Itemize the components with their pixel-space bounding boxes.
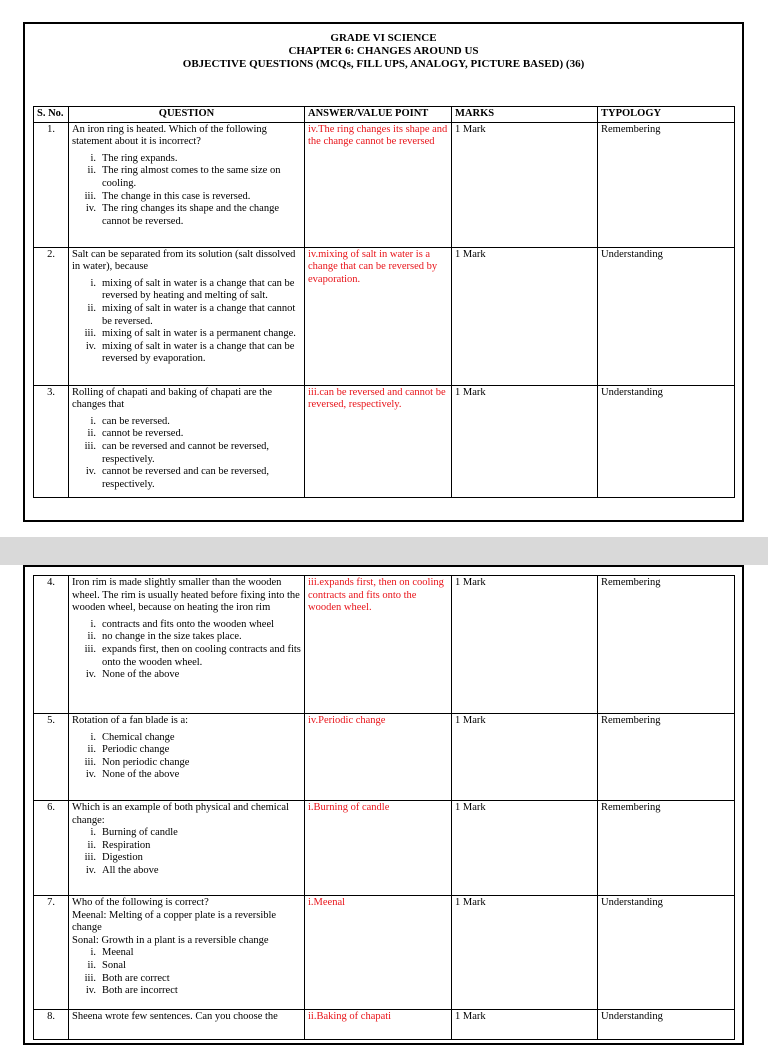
option-number: i. — [90, 152, 96, 164]
marks-cell: 1 Mark — [452, 896, 598, 1010]
table-row — [34, 385, 735, 497]
row-sno: 6. — [34, 801, 69, 896]
answer-cell: iii.can be reversed and cannot be reversed, respectively. — [305, 385, 452, 497]
answer-cell: ii.Baking of chapati — [305, 1010, 452, 1040]
option-number: ii. — [87, 302, 96, 314]
questions-table — [33, 106, 735, 498]
option-item — [72, 669, 301, 682]
row-sno: 7. — [34, 896, 69, 1010]
option-item — [72, 947, 301, 960]
row-sno: 3. — [34, 385, 69, 497]
option-text: Periodic change — [102, 744, 170, 756]
question-cell — [69, 801, 305, 896]
option-number: ii. — [87, 631, 96, 643]
typology-cell: Remembering — [598, 714, 735, 801]
options-list — [72, 153, 301, 229]
option-text: Both are correct — [102, 972, 170, 984]
page-separator — [0, 537, 768, 565]
question-text: Rotation of a fan blade is a: — [72, 715, 189, 726]
question-text: Salt can be separated from its solution (salt dissolved in water), because — [72, 248, 296, 273]
typology-cell: Remembering — [598, 801, 735, 896]
marks-cell: 1 Mark — [452, 801, 598, 896]
option-text: None of the above — [102, 769, 180, 781]
option-item — [72, 757, 301, 770]
marks-cell: 1 Mark — [452, 576, 598, 714]
table-row — [34, 576, 735, 714]
option-number: ii. — [87, 839, 96, 851]
option-item — [72, 865, 301, 878]
table-row — [34, 247, 735, 385]
table-row — [34, 714, 735, 801]
option-item — [72, 153, 301, 166]
row-sno: 2. — [34, 247, 69, 385]
question-cell — [69, 1010, 305, 1040]
option-item — [72, 644, 301, 669]
option-text: mixing of salt in water is a permanent change. — [102, 328, 296, 340]
option-item — [72, 416, 301, 429]
answer-cell: i.Burning of candle — [305, 801, 452, 896]
statement-sonal: Sonal: Growth in a plant is a reversible change — [72, 934, 269, 946]
option-number: iii. — [84, 328, 96, 340]
option-number: i. — [90, 415, 96, 427]
page-1 — [23, 22, 744, 522]
option-item — [72, 769, 301, 782]
option-text: None of the above — [102, 669, 180, 681]
option-number: iv. — [85, 985, 96, 997]
option-number: ii. — [87, 744, 96, 756]
option-item — [72, 203, 301, 228]
option-number: ii. — [87, 959, 96, 971]
option-item — [72, 732, 301, 745]
option-text: mixing of salt in water is a change that cannot be reversed. — [102, 302, 296, 327]
questions-table-continued — [33, 575, 735, 1040]
option-text: can be reversed. — [102, 415, 170, 427]
option-number: i. — [90, 947, 96, 959]
typology-cell: Understanding — [598, 1010, 735, 1040]
document-header — [25, 32, 742, 71]
chapter-title: CHAPTER 6: CHANGES AROUND US — [288, 45, 479, 57]
col-header-marks: MARKS — [452, 107, 598, 123]
option-item — [72, 466, 301, 491]
option-text: Non periodic change — [102, 756, 190, 768]
statement-meenal: Meenal: Melting of a copper plate is a reversible change — [72, 909, 277, 934]
question-cell — [69, 122, 305, 247]
option-item — [72, 619, 301, 632]
option-text: mixing of salt in water is a change that can be reversed by heating and melting of salt. — [102, 277, 295, 302]
option-text: cannot be reversed and can be reversed, respectively. — [102, 466, 270, 490]
option-text: contracts and fits onto the wooden wheel — [102, 618, 275, 630]
option-text: no change in the size takes place. — [102, 631, 242, 643]
option-number: iii. — [84, 852, 96, 864]
option-text: All the above — [102, 864, 159, 876]
option-number: ii. — [87, 428, 96, 440]
question-text: An iron ring is heated. Which of the following statement about it is incorrect? — [72, 123, 267, 148]
col-header-typology: TYPOLOGY — [598, 107, 735, 123]
option-number: iv. — [85, 769, 96, 781]
table-header-row — [34, 107, 735, 123]
question-cell — [69, 576, 305, 714]
option-item — [72, 827, 301, 840]
marks-cell: 1 Mark — [452, 247, 598, 385]
option-text: The change in this case is reversed. — [102, 190, 251, 202]
option-text: Chemical change — [102, 731, 175, 743]
answer-cell: iv.The ring changes its shape and the change cannot be reversed — [305, 122, 452, 247]
option-text: expands first, then on cooling contracts and fits onto the wooden wheel. — [102, 643, 301, 668]
marks-cell: 1 Mark — [452, 122, 598, 247]
row-sno: 4. — [34, 576, 69, 714]
col-header-answer: ANSWER/VALUE POINT — [305, 107, 452, 123]
option-number: i. — [90, 618, 96, 630]
marks-cell: 1 Mark — [452, 714, 598, 801]
option-item — [72, 973, 301, 986]
answer-cell: iv.mixing of salt in water is a change that can be reversed by evaporation. — [305, 247, 452, 385]
typology-cell: Understanding — [598, 247, 735, 385]
row-sno: 8. — [34, 1010, 69, 1040]
table-row — [34, 896, 735, 1010]
question-text: Sheena wrote few sentences. Can you choose the — [72, 1011, 278, 1022]
option-item — [72, 960, 301, 973]
typology-cell: Understanding — [598, 385, 735, 497]
option-number: iv. — [85, 203, 96, 215]
question-cell — [69, 896, 305, 1010]
option-number: iii. — [84, 756, 96, 768]
option-number: iv. — [85, 864, 96, 876]
option-item — [72, 191, 301, 204]
answer-cell: iii.expands first, then on cooling contracts and fits onto the wooden wheel. — [305, 576, 452, 714]
option-number: ii. — [87, 165, 96, 177]
option-text: Respiration — [102, 839, 151, 851]
typology-cell: Remembering — [598, 122, 735, 247]
option-text: Meenal — [102, 947, 134, 959]
option-item — [72, 341, 301, 366]
question-text: Iron rim is made slightly smaller than the wooden wheel. The rim is usually heated before fixing into the wooden wheel, because on heating the iron rim — [72, 577, 300, 614]
options-list — [72, 278, 301, 366]
option-item — [72, 631, 301, 644]
table-row — [34, 1010, 735, 1040]
typology-cell: Understanding — [598, 896, 735, 1010]
option-number: iv. — [85, 466, 96, 478]
answer-cell: iv.Periodic change — [305, 714, 452, 801]
typology-cell: Remembering — [598, 576, 735, 714]
col-header-question: QUESTION — [69, 107, 305, 123]
option-number: i. — [90, 277, 96, 289]
col-header-sno: S. No. — [34, 107, 69, 123]
option-number: i. — [90, 827, 96, 839]
option-text: mixing of salt in water is a change that can be reversed by evaporation. — [102, 340, 295, 365]
option-number: iii. — [84, 643, 96, 655]
option-number: iv. — [85, 669, 96, 681]
option-item — [72, 840, 301, 853]
options-list — [72, 827, 301, 877]
option-text: Sonal — [102, 959, 126, 971]
option-text: Burning of candle — [102, 827, 178, 839]
marks-cell: 1 Mark — [452, 1010, 598, 1040]
option-item — [72, 165, 301, 190]
options-list — [72, 619, 301, 682]
row-sno: 1. — [34, 122, 69, 247]
page-2 — [23, 565, 744, 1045]
option-number: iii. — [84, 190, 96, 202]
option-number: iv. — [85, 340, 96, 352]
option-item — [72, 328, 301, 341]
option-number: i. — [90, 731, 96, 743]
table-row — [34, 801, 735, 896]
option-item — [72, 428, 301, 441]
question-text: Which is an example of both physical and chemical change: — [72, 802, 289, 826]
question-cell — [69, 714, 305, 801]
option-number: iii. — [84, 440, 96, 452]
grade-title: GRADE VI SCIENCE — [330, 32, 437, 44]
option-item — [72, 441, 301, 466]
option-text: The ring expands. — [102, 152, 178, 164]
option-number: iii. — [84, 972, 96, 984]
option-text: cannot be reversed. — [102, 428, 184, 440]
option-item — [72, 744, 301, 757]
section-title: OBJECTIVE QUESTIONS (MCQs, FILL UPS, ANALOGY, PICTURE BASED) (36) — [182, 58, 585, 70]
table-row — [34, 122, 735, 247]
question-cell — [69, 385, 305, 497]
question-text: Who of the following is correct? — [72, 897, 209, 908]
option-item — [72, 852, 301, 865]
option-text: The ring changes its shape and the change cannot be reversed. — [102, 203, 279, 227]
row-sno: 5. — [34, 714, 69, 801]
question-cell — [69, 247, 305, 385]
answer-cell: i.Meenal — [305, 896, 452, 1010]
option-item — [72, 278, 301, 303]
option-text: Both are incorrect — [102, 985, 178, 997]
question-text: Rolling of chapati and baking of chapati are the changes that — [72, 386, 273, 411]
option-text: The ring almost comes to the same size on cooling. — [102, 165, 281, 189]
options-list — [72, 947, 301, 997]
options-list — [72, 416, 301, 492]
option-text: can be reversed and cannot be reversed, respectively. — [102, 440, 270, 465]
option-item — [72, 303, 301, 328]
options-list — [72, 732, 301, 782]
option-item — [72, 985, 301, 998]
option-text: Digestion — [102, 852, 143, 864]
marks-cell: 1 Mark — [452, 385, 598, 497]
